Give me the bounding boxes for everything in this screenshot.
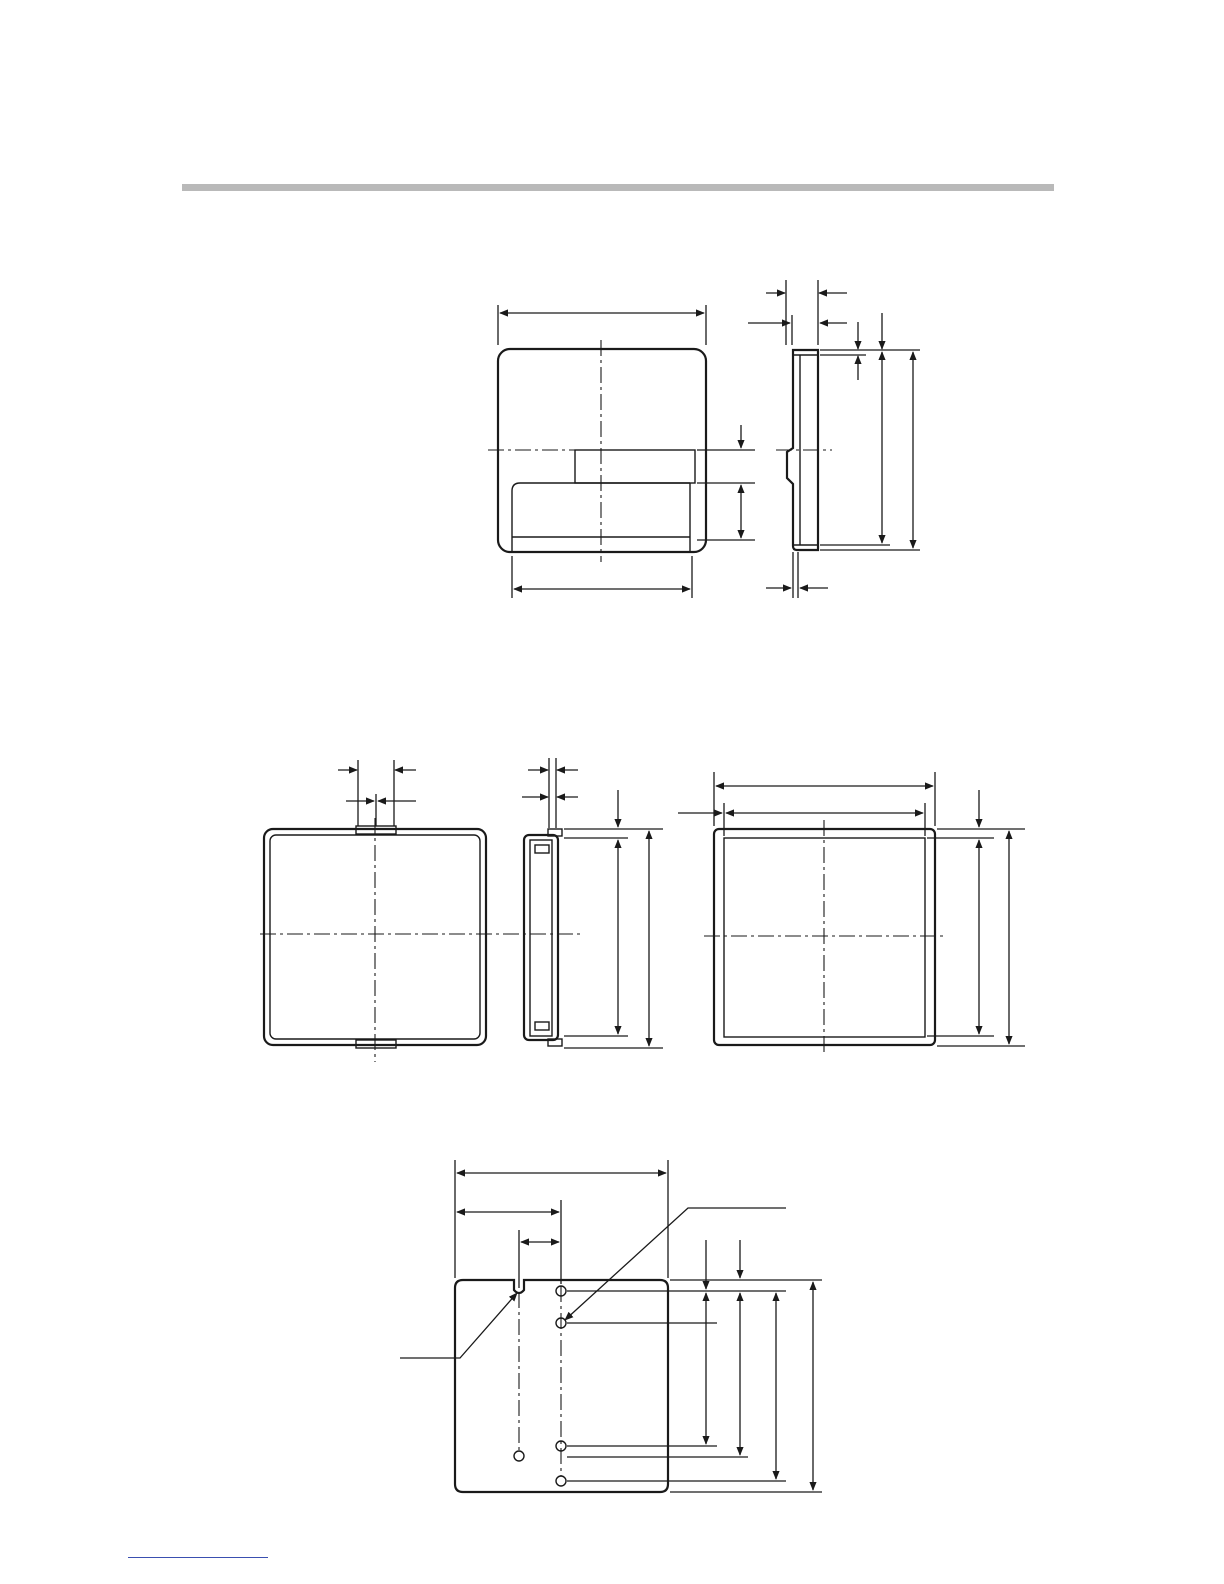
controller-side-view [776, 350, 832, 550]
plate-frame-front-view [704, 820, 945, 1054]
plate-front-view [260, 818, 580, 1062]
template-dimensions [455, 1160, 822, 1492]
hole-lower-left [514, 1451, 524, 1461]
hole-bottom [556, 1476, 566, 1486]
template-leaders [400, 1208, 786, 1358]
controller-front-view [488, 340, 716, 562]
template-outline [455, 1280, 668, 1492]
plate-side-view [524, 829, 562, 1046]
template-holes [514, 1286, 566, 1486]
plate-side-dimensions [522, 758, 663, 1048]
plate-front-dimensions [338, 760, 416, 826]
plate-frame-dimensions [678, 772, 1025, 1046]
footer-link-underline[interactable] [128, 1557, 268, 1558]
controller-side-dimensions [748, 280, 920, 598]
